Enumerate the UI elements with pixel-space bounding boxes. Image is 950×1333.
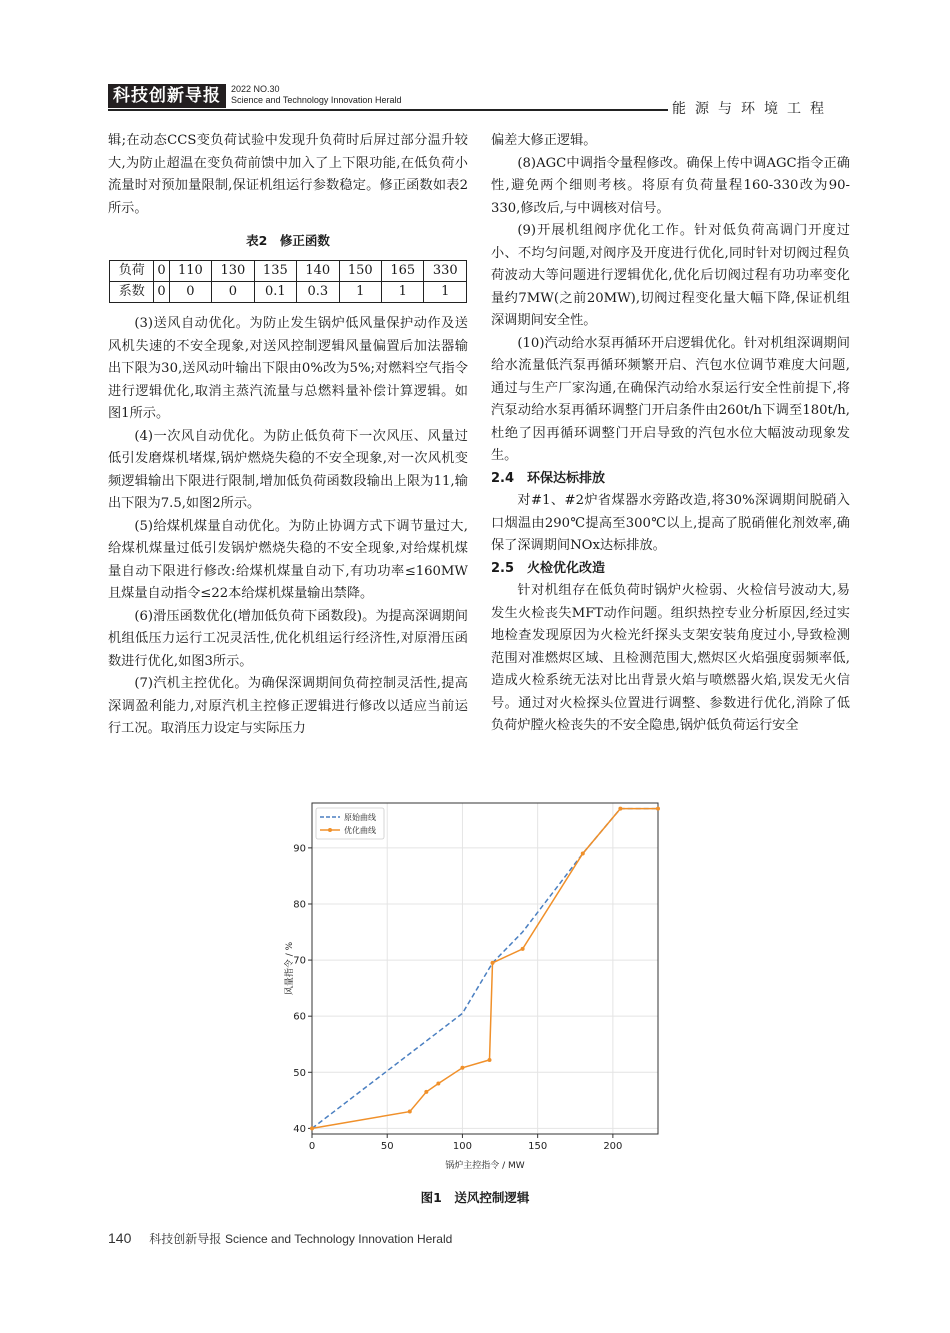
data-point: [310, 1126, 314, 1130]
paragraph: (6)滑压函数优化(增加低负荷下函数段)。为提高深调期间机组低压力运行工况灵活性,优化机组运行经济性,对原滑压函数进行优化,如图3所示。: [108, 608, 468, 669]
y-tick-label: 70: [293, 955, 306, 967]
page-number: 140: [108, 1230, 132, 1246]
paragraph: (4)一次风自动优化。为防止低负荷下一次风压、风量过低引发磨煤机堵煤,锅炉燃烧失稳的不安全现象,对一次风机变频逻辑输出下限进行限制,增加低负荷函数段输出上限为11,输出下限为7.5,如图2所示。: [108, 428, 468, 511]
paragraph: (10)汽动给水泵再循环开启逻辑优化。针对机组深调期间给水流量低汽泵再循环频繁开启、汽包水位调节难度大问题,通过与生产厂家沟通,在确保汽动给水泵运行安全性前提下,将汽泵动给水泵再循环调整门开启条件由260t/h下调至180t/h,杜绝了因再循环调整门开启导致的汽包水位大幅波动现象发生。: [491, 335, 850, 463]
table-cell: 0: [154, 261, 169, 282]
figure-caption: 图1 送风控制逻辑: [420, 1190, 530, 1205]
y-tick-label: 60: [293, 1011, 306, 1023]
table-cell: 系数: [110, 282, 154, 303]
table-cell: 0: [154, 282, 169, 303]
data-point: [408, 1110, 412, 1114]
y-axis-label: 风量指令 / %: [285, 941, 295, 996]
legend-marker: [328, 828, 332, 832]
x-tick-label: 100: [452, 1141, 472, 1152]
journal-english-name: Science and Technology Innovation Herald: [231, 95, 402, 105]
x-tick-label: 200: [603, 1141, 623, 1152]
data-point: [491, 961, 495, 965]
data-point: [488, 1058, 492, 1062]
x-axis-label: 锅炉主控指令 / MW: [445, 1161, 525, 1171]
left-column: [108, 130, 468, 741]
legend-label: 优化曲线: [344, 826, 376, 835]
footer-journal-en: Science and Technology Innovation Herald: [225, 1232, 453, 1246]
data-point: [581, 851, 585, 855]
x-tick-label: 50: [380, 1141, 394, 1152]
paragraph: 辑;在动态CCS变负荷试验中发现升负荷时后屏过部分温升较大,为防止超温在变负荷前馈中加入了上下限功能,在低负荷小流量时对预加量限制,保证机组运行参数稳定。修正函数如表2所示。: [108, 133, 468, 216]
section-heading: 2.4 环保达标排放: [491, 470, 606, 486]
paragraph: (5)给煤机煤量自动优化。为防止协调方式下调节量过大,给煤机煤量过低引发锅炉燃烧失稳的不安全现象,对给煤机煤量自动下限进行修改:给煤机煤量自动下,有功功率≤160MW且煤量自动指令≤22本给煤机煤量输出禁降。: [108, 518, 468, 601]
table-cell: 1: [382, 282, 424, 303]
series-line: [312, 809, 658, 1129]
table-title: 表2 修正函数: [246, 233, 330, 248]
issue-number: 2022 NO.30: [231, 84, 280, 94]
series-line: [312, 809, 658, 1129]
paragraph: (7)汽机主控优化。为确保深调期间负荷控制灵活性,提高深调盈利能力,对原汽机主控修正逻辑进行修改以适应当前运行工况。取消压力设定与实际压力: [108, 676, 468, 736]
page-footer: [108, 1230, 452, 1247]
data-point: [656, 807, 660, 811]
table-cell: 330: [424, 261, 467, 282]
paragraph: 对#1、#2炉省煤器水旁路改造,将30%深调期间脱硝入口烟温由290℃提高至300℃以上,提高了脱硝催化剂效率,确保了深调期间NOx达标排放。: [491, 493, 850, 553]
table-cell: 0.3: [297, 282, 339, 303]
table-cell: 1: [339, 282, 381, 303]
legend-label: 原始曲线: [344, 813, 376, 822]
table-cell: 140: [297, 261, 339, 282]
y-tick-label: 90: [293, 843, 306, 855]
header-rule: [108, 109, 668, 111]
correction-function-table: [109, 260, 467, 303]
table-cell: 1: [424, 282, 467, 303]
data-point: [618, 807, 622, 811]
data-point: [424, 1090, 428, 1094]
paragraph: 针对机组存在低负荷时锅炉火检弱、火检信号波动大,易发生火检丧失MFT动作问题。组织热控专业分析原因,经过实地检查发现原因为火检光纤探头支架安装角度过小,导致检测范围对准燃烬区域、且检测范围大,燃烬区火焰强度弱频率低,造成火检系统无法对比出背景火焰与喷燃器火焰,误发无火信号。通过对火检探头位置进行调整、参数进行优化,消除了低负荷炉膛火检丧失的不安全隐患,锅炉低负荷运行安全: [491, 583, 850, 733]
table-cell: 130: [212, 261, 254, 282]
data-point: [521, 947, 525, 951]
paragraph: (8)AGC中调指令量程修改。确保上传中调AGC指令正确性,避免两个细则考核。将原有负荷量程160-330改为90-330,修改后,与中调核对信号。: [491, 155, 850, 216]
table-cell: 0: [212, 282, 254, 303]
section-title: 能源与环境工程: [672, 101, 833, 117]
table-cell: 110: [169, 261, 211, 282]
chart: [270, 800, 670, 1180]
x-tick-label: 0: [308, 1141, 316, 1152]
x-tick-label: 150: [528, 1141, 548, 1152]
table-cell: 150: [339, 261, 381, 282]
plot-frame: [312, 803, 658, 1134]
y-tick-label: 50: [293, 1067, 306, 1079]
footer-journal-cn: 科技创新导报: [149, 1232, 222, 1246]
journal-logo: 科技创新导报: [108, 84, 226, 108]
right-column: [491, 130, 850, 738]
table-row: [110, 261, 467, 282]
table-cell: 负荷: [110, 261, 154, 282]
data-point: [436, 1082, 440, 1086]
figure-air-control: [270, 800, 670, 1180]
table-cell: 165: [382, 261, 424, 282]
table-cell: 135: [254, 261, 296, 282]
issue-info: [231, 84, 401, 106]
paragraph: (9)开展机组阀序优化工作。针对低负荷高调门开度过小、不均匀问题,对阀序及开度进行优化,同时针对切阀过程负荷波动大等问题进行逻辑优化,优化后切阀过程有功功率变化量约7MW(之前20MW),切阀过程变化量大幅下降,保证机组深调期间安全性。: [491, 223, 850, 328]
table-cell: 0.1: [254, 282, 296, 303]
y-tick-label: 40: [293, 1123, 306, 1135]
data-point: [460, 1066, 464, 1070]
paragraph: 偏差大修正逻辑。: [491, 133, 597, 148]
section-heading: 2.5 火检优化改造: [491, 560, 606, 576]
paragraph: (3)送风自动优化。为防止发生锅炉低风量保护动作及送风机失速的不安全现象,对送风控制逻辑风量偏置后加法器输出下限为30,送风动叶输出下限由0%改为5%;对燃料空气指令进行逻辑优化,取消主蒸汽流量与总燃料量补偿计算逻辑。如图1所示。: [108, 316, 468, 421]
y-tick-label: 80: [293, 899, 306, 911]
table-row: [110, 282, 467, 303]
table-cell: 0: [169, 282, 211, 303]
